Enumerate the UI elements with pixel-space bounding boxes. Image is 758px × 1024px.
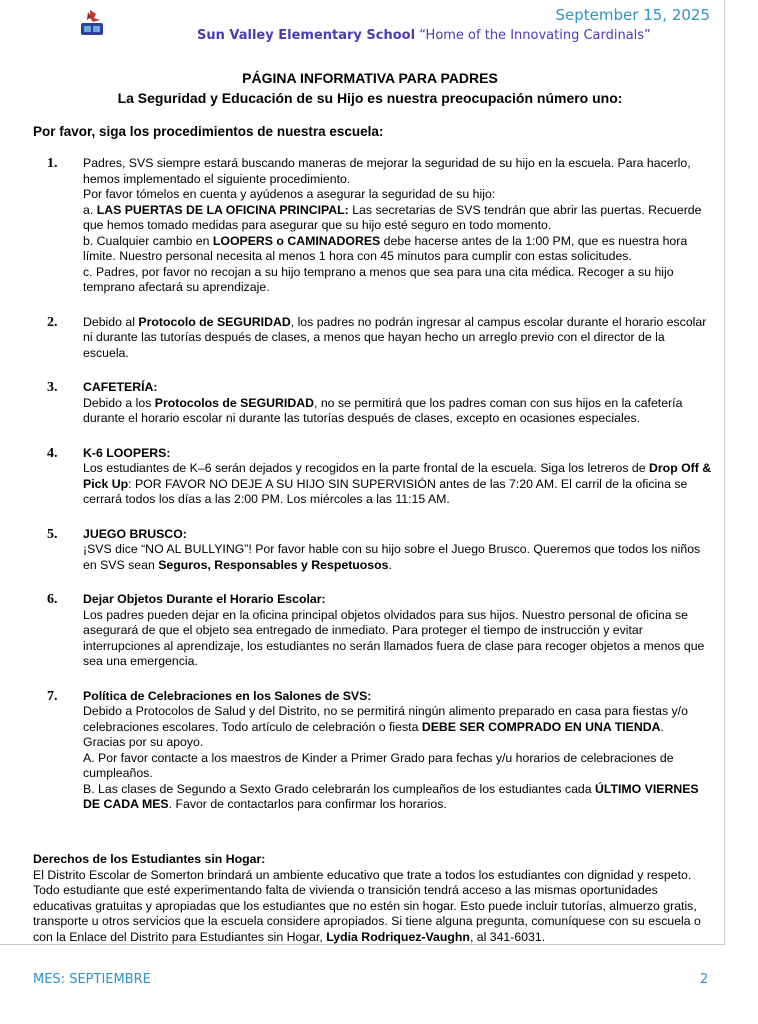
section-heading: Derechos de los Estudiantes sin Hogar: (33, 852, 266, 866)
item-text: Debido al Protocolo de SEGURIDAD, los padres no podrán ingresar al campus escolar durante el horario escolar ni durante las tutorías después de clases, a menos que hayan hecho un arreglo previo con el director de la escuela. (83, 314, 707, 360)
list-item (33, 446, 713, 508)
item-heading: Dejar Objetos Durante el Horario Escolar: (83, 592, 326, 606)
page-title: PÁGINA INFORMATIVA PARA PADRES (242, 70, 498, 86)
item-text: Debido a Protocolos de Salud y del Distrito, no se permitirá ningún alimento preparado en casa para fiestas y/o celebraciones escolares. Todo artículo de celebración o fiesta DEBE SER COMPRADO EN UNA TIENDA. (83, 704, 688, 734)
list-item (33, 689, 713, 813)
item-number: 2. (47, 314, 58, 330)
intro-text: Por favor, siga los procedimientos de nuestra escuela: (33, 124, 384, 139)
item-heading: CAFETERÍA: (83, 380, 158, 394)
item-number: 3. (47, 380, 58, 395)
item-subpoint: b. Cualquier cambio en LOOPERS o CAMINADORES debe hacerse antes de la 1:00 PM, que es nuestra hora límite. Nuestro personal necesita al menos 1 hora con 45 minutos para cumplir con estas solicitudes. (83, 233, 688, 263)
item-subpoint: c. Padres, por favor no recojan a su hijo temprano a menos que sea para una cita médica. Recoger a su hijo temprano afectará su aprendizaje. (83, 264, 674, 294)
list-item (33, 156, 713, 296)
school-name: Sun Valley Elementary School (197, 28, 416, 43)
homeless-rights-section (33, 852, 713, 945)
item-heading: Política de Celebraciones en los Salones de SVS: (83, 688, 372, 703)
item-subpoint: a. LAS PUERTAS DE LA OFICINA PRINCIPAL: Las secretarias de SVS tendrán que abrir las puertas. Recuerde que hemos tomado medidas para asegurar que su hijo esté seguro en todo momento. (83, 202, 702, 232)
list-item (33, 592, 713, 670)
cardinal-logo-icon (78, 8, 106, 38)
section-text: El Distrito Escolar de Somerton brindará un ambiente educativo que trate a todos los estudiantes con dignidad y respeto. Todo estudiante que esté experimentando falta de vivienda o transición tendrá acceso a las mismas oportunidades educativas gratuitas y apropiadas que los estudiantes que no estén sin hogar. Esto puede incluir tutorías, almuerzo gratis, transporte u otros servicios que la escuela considere apropiados. Si tiene alguna pregunta, comuníquese con su escuela o con la Enlace del Distrito para Estudiantes sin Hogar, Lydia Rodriquez-Vaughn, al 341-6031. (33, 867, 701, 944)
item-subpoint: A. Por favor contacte a los maestros de Kinder a Primer Grado para fechas y/u horarios de celebraciones de cumpleaños. (83, 750, 674, 780)
item-subpoint: B. Las clases de Segundo a Sexto Grado celebrarán los cumpleaños de los estudiantes cada ÚLTIMO VIERNES DE CADA MES. Favor de contactarlos para confirmar los horarios. (83, 781, 699, 811)
item-number: 7. (47, 688, 58, 704)
item-heading: JUEGO BRUSCO: (83, 526, 187, 541)
school-motto: “Home of the Innovating Cardinals” (419, 28, 651, 43)
page-subtitle: La Seguridad y Educación de su Hijo es nuestra preocupación número uno: (117, 90, 623, 106)
item-text: Los padres pueden dejar en la oficina principal objetos olvidados para sus hijos. Nuestro personal de oficina se asegurará de que el objeto sea entregado de inmediato. Para proteger el tiempo de instrucción y evitar interrupciones al aprendizaje, los estudiantes no serán llamados fuera de clase para recoger objetos a menos que sea una emergencia. (83, 607, 705, 668)
list-item (33, 527, 713, 574)
item-number: 6. (47, 592, 58, 607)
item-number: 1. (47, 156, 58, 171)
item-text: Padres, SVS siempre estará buscando maneras de mejorar la seguridad de su hijo en la escuela. Para hacerlo, hemos implementado el siguiente procedimiento. (83, 156, 691, 186)
item-text: Los estudiantes de K–6 serán dejados y recogidos en la parte frontal de la escuela. Siga los letreros de Drop Off & Pick Up: POR FAVOR NO DEJE A SU HIJO SIN SUPERVISIÓN antes de las 7:20 AM. El carril de la oficina se cerrará todos los días a las 2:00 PM. Los miércoles a las 11:15 AM. (83, 461, 712, 506)
item-number: 5. (47, 526, 58, 542)
item-text: Por favor tómelos en cuenta y ayúdenos a asegurar la seguridad de su hijo: (83, 187, 496, 201)
procedures-list (33, 156, 713, 832)
school-header (197, 28, 651, 43)
footer-month: MES: SEPTIEMBRE (33, 972, 151, 987)
header-date: September 15, 2025 (555, 6, 710, 24)
list-item (33, 380, 713, 427)
item-number: 4. (47, 445, 58, 461)
list-item (33, 315, 713, 362)
page-number: 2 (700, 972, 709, 987)
item-heading: K-6 LOOPERS: (83, 445, 171, 460)
item-text: Debido a los Protocolos de SEGURIDAD, no se permitirá que los padres coman con sus hijos en la cafetería durante el horario escolar ni durante las tutorías después de clases, excepto en ocasiones especiales. (83, 395, 683, 425)
item-text: ¡SVS dice “NO AL BULLYING”! Por favor hable con su hijo sobre el Juego Brusco. Queremos que todos los niños en SVS sean Seguros, Responsables y Respetuosos. (83, 542, 701, 572)
item-text: Gracias por su apoyo. (83, 735, 204, 749)
